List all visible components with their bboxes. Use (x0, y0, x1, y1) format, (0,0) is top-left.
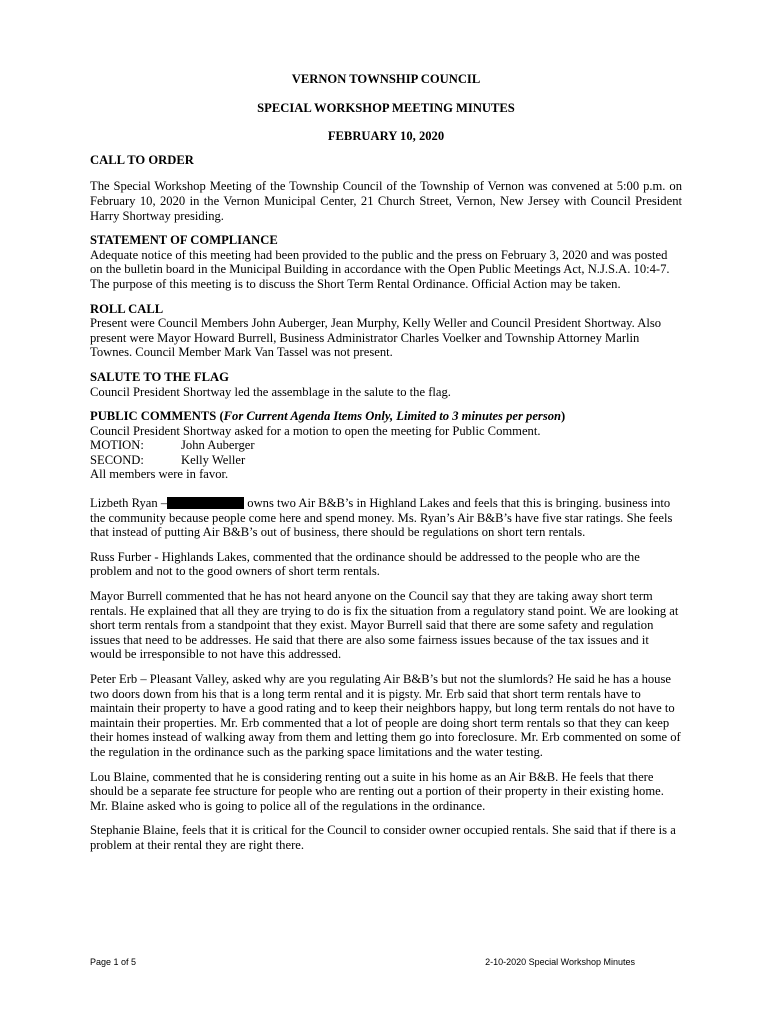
second-label: SECOND: (90, 452, 144, 467)
roll-call-heading: ROLL CALL (90, 301, 164, 316)
page-number: Page 1 of 5 (90, 957, 137, 967)
comment-russ: Russ Furber - Highlands Lakes, commented that the ordinance should be addressed to the people who are the problem and not to the good owners of short term rentals. (90, 549, 640, 579)
salute-heading: SALUTE TO THE FLAG (90, 369, 229, 384)
call-to-order-text: The Special Workshop Meeting of the Township Council of the Township of Vernon was convened at 5:00 p.m. on February 10, 2020 in the Vernon Municipal Center, 21 Church Street, Vernon, New Jersey with Council President Harry Shortway presiding. (90, 179, 682, 223)
roll-call-text: Present were Council Members John Auberger, Jean Murphy, Kelly Weller and Council President Shortway. Also present were Mayor Howard Burrell, Business Administrator Charles Voelker and Township Attorney Marlin Townes. Council Member Mark Van Tassel was not present. (90, 316, 662, 360)
second-value: Kelly Weller (181, 452, 246, 467)
public-comments-heading (90, 409, 682, 424)
comment-lou: Lou Blaine, commented that he is considering renting out a suite in his home as an Air B&B. He feels that there should be a separate fee structure for people who are renting out a portion of their property in their existing home. Mr. Blaine asked who is going to police all of the regulations in the ordinance. (90, 769, 664, 813)
second-row (90, 453, 682, 468)
lizbeth-lead: Lizbeth Ryan – (90, 496, 168, 511)
document-body (90, 72, 682, 863)
paren-open: ( (216, 409, 224, 424)
comment-stephanie: Stephanie Blaine, feels that it is critical for the Council to consider owner occupied rentals. She said that if there is a problem at their rental they are right there. (90, 823, 676, 852)
public-comments-title: PUBLIC COMMENTS (90, 409, 217, 424)
public-comments-note: For Current Agenda Items Only, Limited to 3 minutes per person (223, 409, 562, 424)
call-to-order-heading: CALL TO ORDER (90, 152, 194, 167)
motion-result: All members were in favor. (90, 467, 229, 482)
meeting-date: FEBRUARY 10, 2020 (327, 129, 445, 144)
salute-text: Council President Shortway led the assemblage in the salute to the flag. (90, 384, 451, 399)
page-footer (90, 957, 635, 967)
motion-block (90, 424, 682, 482)
lizbeth-text: owns two Air B&B’s in Highland Lakes and feels that this is bringing. business into the community because people come here and spend money. Ms. Ryan’s Air B&B’s have five star ratings. She feels that instead of putting Air B&B’s out of business, there should be regulations on short tern rentals. (90, 496, 673, 540)
comment-mayor: Mayor Burrell commented that he has not heard anyone on the Council say that they are taking away short term rentals. He explained that all they are trying to do is fix the situation from a regulatory stand point. We are looking at short term rentals from a standpoint that they exist. Mayor Burrell said that there are some safety and regulation issues that need to be addresses. He said that there are also some fairness issues because of the tax issues and it would be irresponsible to not have this addressed. (90, 589, 679, 662)
redaction-bar (167, 497, 244, 509)
motion-intro: Council President Shortway asked for a motion to open the meeting for Public Comment. (90, 423, 541, 438)
compliance-heading: STATEMENT OF COMPLIANCE (90, 233, 278, 248)
motion-label: MOTION: (90, 438, 144, 453)
comment-peter: Peter Erb – Pleasant Valley, asked why are you regulating Air B&B’s but not the slumlords? He said he has a house two doors down from his that is a long term rental and it is pigsty. Mr. Erb said that short term rentals have to maintain their property to have a good rating and to keep their neighbors happy, but long term rentals do not have to maintain their properties. Mr. Erb commented that a lot of people are doing short term rentals so that they can keep their homes instead of walking away from them and letting them go into foreclosure. Mr. Erb commented on some of the regulation in the ordinance such as the parking space limitations and the water testing. (90, 672, 681, 759)
paren-close: ) (561, 409, 566, 424)
document-title: SPECIAL WORKSHOP MEETING MINUTES (257, 100, 515, 115)
motion-row (90, 438, 682, 453)
comment-lizbeth (90, 496, 682, 540)
document-name: 2-10-2020 Special Workshop Minutes (485, 957, 635, 967)
org-title: VERNON TOWNSHIP COUNCIL (291, 72, 481, 86)
compliance-text: Adequate notice of this meeting had been provided to the public and the press on February 3, 2020 and was posted on the bulletin board in the Municipal Building in accordance with the Open Public Meetings Act, N.J.S.A. 10:4-7. The purpose of this meeting is to discuss the Short Term Rental Ordinance. Official Action may be taken. (90, 247, 670, 291)
motion-value: John Auberger (181, 438, 255, 453)
